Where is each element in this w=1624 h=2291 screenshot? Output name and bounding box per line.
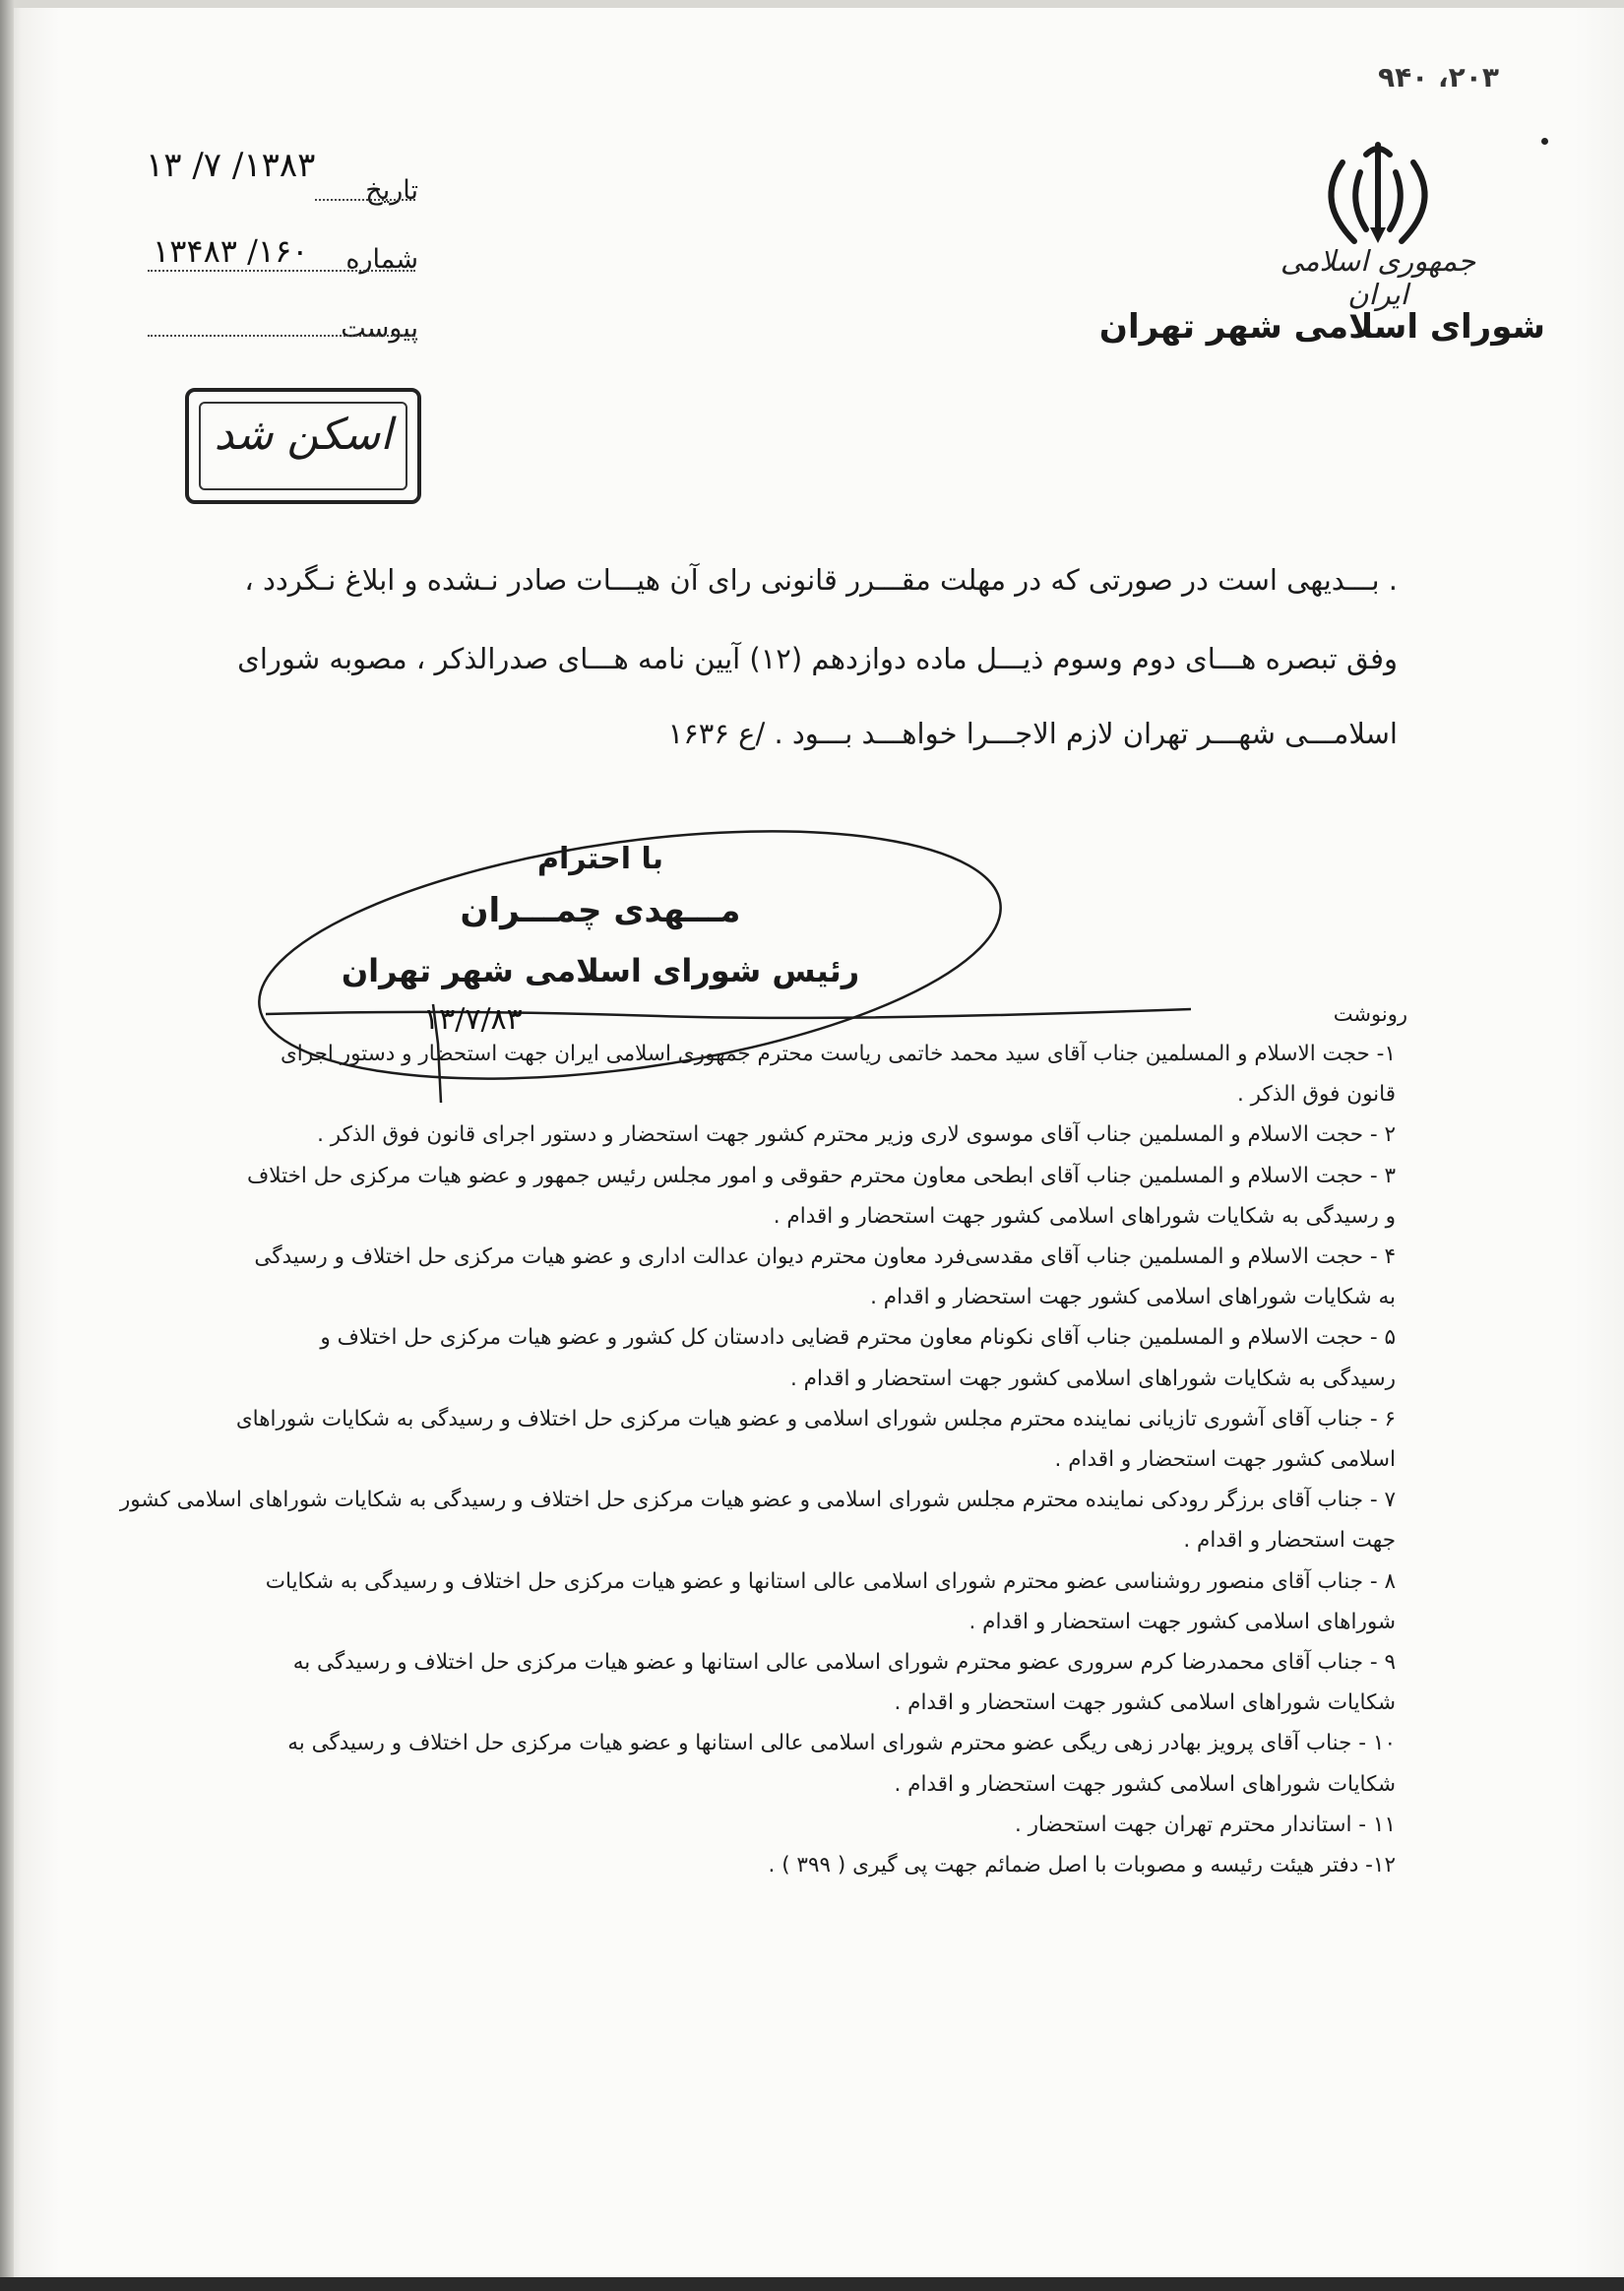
body-line-2: وفق تبصره هـــای دوم وسوم ذیـــل ماده دوازدهم (۱۲) آیین نامه هـــای صدرالذکر ، مصوبه شورای <box>237 642 1398 675</box>
council-name: شورای اسلامی شهر تهران <box>1098 307 1545 347</box>
cc-line: اسلامی کشور جهت استحضار و اقدام . <box>1054 1447 1396 1472</box>
date-value: ۱۳۸۳/ ۷/ ۱۳ <box>146 146 316 185</box>
cc-line: شوراهای اسلامی کشور جهت استحضار و اقدام . <box>968 1609 1396 1634</box>
cc-line: ۳ - حجت الاسلام و المسلمین جناب آقای ابطحی معاون محترم حقوقی و امور مجلس رئیس جمهور و عضو هیات مرکزی حل اختلاف <box>247 1163 1396 1188</box>
cc-line: جهت استحضار و اقدام . <box>1183 1528 1396 1554</box>
cc-line: ۸ - جناب آقای منصور روشناسی عضو محترم شورای اسلامی عالی استانها و عضو هیات مرکزی حل اختلاف و رسیدگی به شکایات <box>265 1568 1396 1594</box>
cc-line: ۱۱ - استاندار محترم تهران جهت استحضار . <box>1014 1812 1396 1837</box>
cc-label: رونوشت <box>1333 1002 1407 1026</box>
attachment-label: پیوست <box>341 313 418 344</box>
emblem-caption: جمهوری اسلامی ایران <box>1280 244 1476 311</box>
cc-line: ۱- حجت الاسلام و المسلمین جناب آقای سید محمد خاتمی ریاست محترم جمهوری اسلامی ایران جهت استحضار و دستور اجرای <box>280 1042 1396 1066</box>
stamp-text: اسکن شد <box>214 410 393 460</box>
cc-line: قانون فوق الذکر . <box>1236 1082 1396 1108</box>
date-dotted-line <box>315 197 415 201</box>
cc-line: رسیدگی به شکایات شوراهای اسلامی کشور جهت استحضار و اقدام . <box>789 1366 1396 1391</box>
corner-note: ۲۰۳، ۹۴۰ <box>1378 61 1499 94</box>
handwritten-sign-date: ۱۳/۷/۸۳ <box>423 1002 523 1037</box>
cc-line: ۷ - جناب آقای برزگر رودکی نماینده محترم مجلس شورای اسلامی و عضو هیات مرکزی حل اختلاف و رسیدگی به شکایات شوراهای اسلامی کشور <box>119 1488 1396 1513</box>
cc-line: ۲ - حجت الاسلام و المسلمین جناب آقای موسوی لاری وزیر محترم کشور جهت استحضار و دستور اجرای قانون فوق الذکر . <box>317 1122 1396 1148</box>
scan-top-edge <box>0 0 1624 8</box>
cc-line: ۶ - جناب آقای آشوری تازیانی نماینده محترم مجلس شورای اسلامی و عضو هیات مرکزی حل اختلاف و رسیدگی به شکایات شوراهای <box>235 1406 1396 1432</box>
signer-title: رئیس شورای اسلامی شهر تهران <box>341 952 860 989</box>
number-label: شماره <box>345 244 418 275</box>
respect-closing: با احترام <box>536 842 664 876</box>
cc-line: ۱۲- دفتر هیئت رئیسه و مصوبات با اصل ضمائم جهت پی گیری ( ۳۹۹ ) . <box>768 1853 1396 1877</box>
dot-mark <box>1541 138 1548 145</box>
cc-line: به شکایات شوراهای اسلامی کشور جهت استحضار و اقدام . <box>870 1285 1396 1310</box>
number-value: ۱۶۰/ ۱۳۴۸۳ <box>153 232 309 270</box>
cc-line: شکایات شوراهای اسلامی کشور جهت استحضار و اقدام . <box>894 1690 1396 1716</box>
cc-line: و رسیدگی به شکایات شوراهای اسلامی کشور جهت استحضار و اقدام . <box>773 1203 1396 1229</box>
cc-line: ۴ - حجت الاسلام و المسلمین جناب آقای مقدسی‌فرد معاون محترم دیوان عدالت اداری و عضو هیات مرکزی حل اختلاف و رسیدگی <box>254 1244 1396 1269</box>
signer-name: مـــهدی چمـــران <box>460 891 741 930</box>
scanned-stamp <box>185 388 421 504</box>
body-line-3: اسلامـــی شهـــر تهران لازم الاجـــرا خواهـــد بـــود . /ع ۱۶۳۶ <box>667 717 1398 750</box>
scan-left-shadow <box>0 0 14 2291</box>
cc-line: شکایات شوراهای اسلامی کشور جهت استحضار و اقدام . <box>894 1771 1396 1797</box>
cc-line: ۹ - جناب آقای محمدرضا کرم سروری عضو محترم شورای اسلامی عالی استانها و عضو هیات مرکزی حل اختلاف و رسیدگی به <box>292 1650 1396 1675</box>
iran-emblem-icon <box>1309 133 1447 261</box>
attachment-dotted-line <box>148 333 415 337</box>
cc-line: ۱۰ - جناب آقای پرویز بهادر زهی ریگی عضو محترم شورای اسلامی عالی استانها و عضو هیات مرکزی حل اختلاف و رسیدگی به <box>287 1731 1396 1756</box>
date-label: تاریخ <box>365 175 418 206</box>
body-line-1: . بـــدیهی است در صورتی که در مهلت مقـــرر قانونی رای آن هیـــات صادر نـشده و ابلاغ نـگردد ، <box>244 563 1398 597</box>
cc-line: ۵ - حجت الاسلام و المسلمین جناب آقای نکونام معاون محترم قضایی دادستان کل کشور و عضو هیات مرکزی حل اختلاف و <box>320 1325 1396 1351</box>
scan-bottom-edge <box>0 2277 1624 2291</box>
